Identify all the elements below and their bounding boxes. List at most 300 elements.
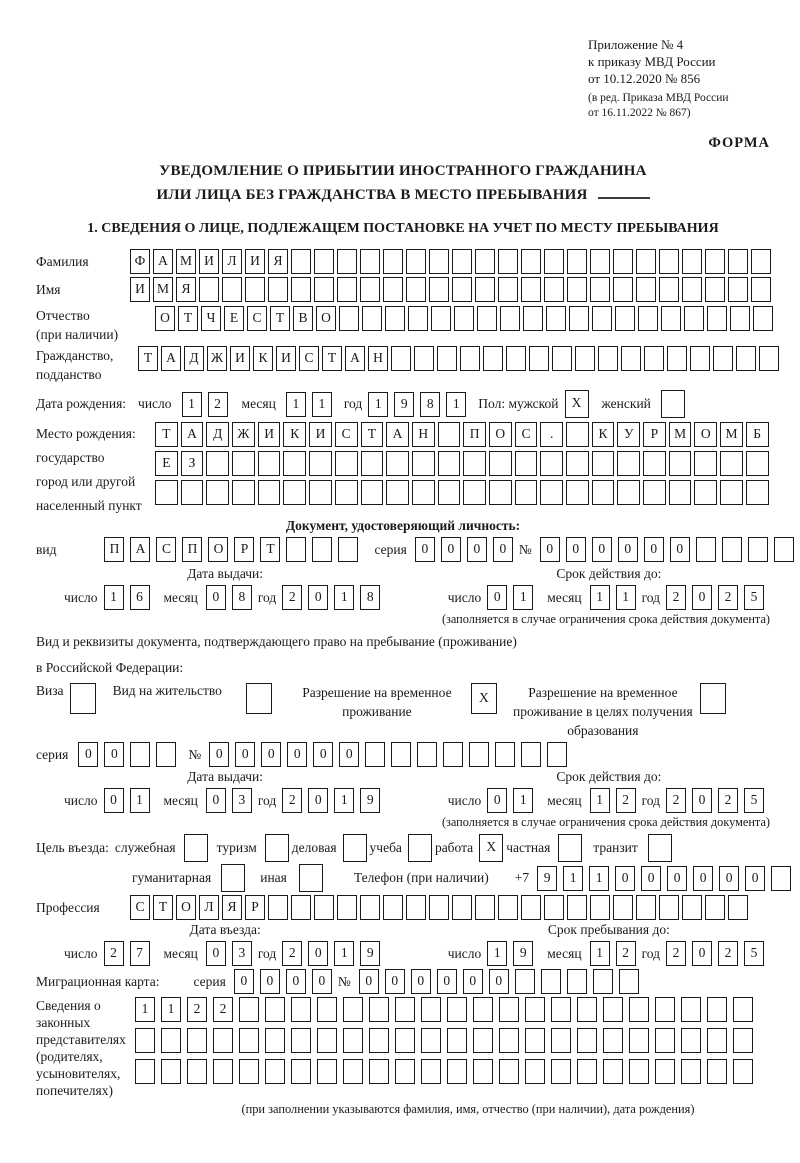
form-cell[interactable]	[265, 1028, 285, 1053]
form-cell[interactable]	[648, 834, 672, 862]
form-cell[interactable]	[429, 277, 449, 302]
form-cell[interactable]: А	[345, 346, 365, 371]
form-cell[interactable]	[314, 895, 334, 920]
surname-cells[interactable]	[130, 249, 774, 274]
form-cell[interactable]: 0	[209, 742, 229, 767]
form-cell[interactable]	[383, 277, 403, 302]
form-cell[interactable]	[506, 346, 526, 371]
doc-valid-year-cells[interactable]	[666, 585, 770, 610]
form-cell[interactable]	[592, 480, 615, 505]
form-cell[interactable]	[483, 346, 503, 371]
form-cell[interactable]	[369, 997, 389, 1022]
form-cell[interactable]	[258, 480, 281, 505]
form-cell[interactable]: Т	[270, 306, 290, 331]
form-cell[interactable]: 9	[394, 392, 414, 417]
form-cell[interactable]	[477, 306, 497, 331]
form-cell[interactable]	[598, 346, 618, 371]
form-cell[interactable]: И	[130, 277, 150, 302]
form-cell[interactable]: 0	[745, 866, 765, 891]
form-cell[interactable]	[613, 895, 633, 920]
form-cell[interactable]: К	[283, 422, 306, 447]
form-cell[interactable]	[473, 1059, 493, 1084]
form-cell[interactable]: 0	[644, 537, 664, 562]
form-cell[interactable]: О	[316, 306, 336, 331]
form-cell[interactable]: Е	[224, 306, 244, 331]
form-cell[interactable]	[245, 277, 265, 302]
form-cell[interactable]	[684, 306, 704, 331]
permit-valid-year-cells[interactable]	[666, 788, 770, 813]
form-cell[interactable]	[421, 1059, 441, 1084]
form-cell[interactable]	[696, 537, 716, 562]
form-cell[interactable]	[661, 306, 681, 331]
purpose-official-checkbox[interactable]	[184, 834, 211, 862]
form-cell[interactable]: 0	[312, 969, 332, 994]
form-cell[interactable]	[246, 683, 272, 714]
form-cell[interactable]: Я	[176, 277, 196, 302]
form-cell[interactable]: 0	[487, 585, 507, 610]
form-cell[interactable]: 1	[589, 866, 609, 891]
form-cell[interactable]: 1	[161, 997, 181, 1022]
birthplace-cells-1[interactable]	[155, 422, 772, 447]
form-cell[interactable]: 0	[313, 742, 333, 767]
form-cell[interactable]	[567, 249, 587, 274]
birth-month-cells[interactable]	[286, 392, 338, 417]
form-cell[interactable]	[391, 742, 411, 767]
form-cell[interactable]	[156, 742, 176, 767]
form-cell[interactable]	[343, 834, 367, 862]
form-cell[interactable]: 1	[182, 392, 202, 417]
doc-issue-month-cells[interactable]	[206, 585, 258, 610]
form-cell[interactable]: 9	[513, 941, 533, 966]
purpose-business-checkbox[interactable]	[343, 834, 370, 862]
form-cell[interactable]	[681, 997, 701, 1022]
form-cell[interactable]	[498, 277, 518, 302]
form-cell[interactable]: 0	[261, 742, 281, 767]
form-cell[interactable]: 5	[744, 788, 764, 813]
form-cell[interactable]: 1	[616, 585, 636, 610]
form-cell[interactable]: 0	[308, 585, 328, 610]
form-cell[interactable]	[385, 306, 405, 331]
form-cell[interactable]	[460, 346, 480, 371]
form-cell[interactable]: 1	[334, 585, 354, 610]
form-cell[interactable]	[291, 997, 311, 1022]
form-cell[interactable]	[544, 895, 564, 920]
sex-female-checkbox[interactable]	[661, 390, 688, 418]
purpose-transit-checkbox[interactable]	[648, 834, 675, 862]
form-cell[interactable]: 9	[360, 941, 380, 966]
form-cell[interactable]: 2	[718, 585, 738, 610]
form-cell[interactable]	[438, 480, 461, 505]
form-cell[interactable]: 0	[308, 941, 328, 966]
form-cell[interactable]	[593, 969, 613, 994]
form-cell[interactable]	[566, 480, 589, 505]
form-cell[interactable]	[309, 480, 332, 505]
form-cell[interactable]	[239, 1059, 259, 1084]
form-cell[interactable]: И	[199, 249, 219, 274]
form-cell[interactable]	[181, 480, 204, 505]
form-cell[interactable]: У	[617, 422, 640, 447]
form-cell[interactable]	[638, 306, 658, 331]
form-cell[interactable]	[655, 1059, 675, 1084]
form-cell[interactable]: 2	[616, 788, 636, 813]
form-cell[interactable]	[395, 1028, 415, 1053]
form-cell[interactable]: П	[104, 537, 124, 562]
form-cell[interactable]	[452, 277, 472, 302]
form-cell[interactable]: 2	[666, 788, 686, 813]
form-cell[interactable]: А	[130, 537, 150, 562]
form-cell[interactable]: 0	[489, 969, 509, 994]
form-cell[interactable]	[429, 249, 449, 274]
form-cell[interactable]: Т	[155, 422, 178, 447]
form-cell[interactable]: 0	[615, 866, 635, 891]
form-cell[interactable]	[569, 306, 589, 331]
form-cell[interactable]	[489, 480, 512, 505]
permit-valid-month-cells[interactable]	[590, 788, 642, 813]
doc-type-cells[interactable]	[104, 537, 364, 562]
form-cell[interactable]: М	[669, 422, 692, 447]
form-cell[interactable]	[406, 895, 426, 920]
form-cell[interactable]: 0	[359, 969, 379, 994]
form-cell[interactable]	[643, 480, 666, 505]
form-cell[interactable]	[369, 1059, 389, 1084]
form-cell[interactable]	[567, 895, 587, 920]
form-cell[interactable]	[613, 249, 633, 274]
doc-valid-month-cells[interactable]	[590, 585, 642, 610]
form-cell[interactable]	[681, 1028, 701, 1053]
form-cell[interactable]	[286, 537, 306, 562]
form-cell[interactable]	[130, 742, 150, 767]
form-cell[interactable]	[338, 537, 358, 562]
permit-issue-day-cells[interactable]	[104, 788, 156, 813]
form-cell[interactable]: Т	[361, 422, 384, 447]
name-cells[interactable]	[130, 277, 774, 302]
form-cell[interactable]: 2	[208, 392, 228, 417]
form-cell[interactable]	[636, 895, 656, 920]
form-cell[interactable]	[681, 1059, 701, 1084]
form-cell[interactable]	[391, 346, 411, 371]
form-cell[interactable]	[438, 422, 461, 447]
form-cell[interactable]	[753, 306, 773, 331]
form-cell[interactable]: 2	[666, 941, 686, 966]
temp-residence-edu-checkbox[interactable]	[700, 683, 729, 714]
form-cell[interactable]	[406, 249, 426, 274]
form-cell[interactable]	[515, 480, 538, 505]
form-cell[interactable]	[291, 249, 311, 274]
form-cell[interactable]	[362, 306, 382, 331]
form-cell[interactable]	[199, 277, 219, 302]
form-cell[interactable]: 0	[260, 969, 280, 994]
form-cell[interactable]	[521, 895, 541, 920]
form-cell[interactable]	[369, 1028, 389, 1053]
form-cell[interactable]	[135, 1059, 155, 1084]
form-cell[interactable]	[592, 451, 615, 476]
form-cell[interactable]	[312, 537, 332, 562]
form-cell[interactable]: 0	[286, 969, 306, 994]
residence-permit-checkbox[interactable]	[246, 683, 275, 714]
form-cell[interactable]	[206, 451, 229, 476]
form-cell[interactable]: И	[245, 249, 265, 274]
form-cell[interactable]	[523, 306, 543, 331]
form-cell[interactable]: 3	[232, 941, 252, 966]
form-cell[interactable]	[621, 346, 641, 371]
form-cell[interactable]	[694, 451, 717, 476]
form-cell[interactable]: Р	[234, 537, 254, 562]
form-cell[interactable]: С	[335, 422, 358, 447]
form-cell[interactable]: П	[182, 537, 202, 562]
form-cell[interactable]	[661, 390, 685, 418]
form-cell[interactable]	[265, 1059, 285, 1084]
form-cell[interactable]: 0	[618, 537, 638, 562]
form-cell[interactable]: 1	[334, 941, 354, 966]
form-cell[interactable]	[421, 1028, 441, 1053]
form-cell[interactable]: Р	[245, 895, 265, 920]
form-cell[interactable]	[722, 537, 742, 562]
form-cell[interactable]: Н	[412, 422, 435, 447]
form-cell[interactable]	[751, 277, 771, 302]
form-cell[interactable]	[206, 480, 229, 505]
form-cell[interactable]: 1	[513, 788, 533, 813]
form-cell[interactable]	[590, 895, 610, 920]
form-cell[interactable]	[613, 277, 633, 302]
form-cell[interactable]	[669, 480, 692, 505]
form-cell[interactable]	[339, 306, 359, 331]
form-cell[interactable]	[343, 1059, 363, 1084]
form-cell[interactable]	[429, 895, 449, 920]
form-cell[interactable]: 0	[104, 742, 124, 767]
form-cell[interactable]: 2	[718, 941, 738, 966]
form-cell[interactable]: Д	[206, 422, 229, 447]
form-cell[interactable]: С	[247, 306, 267, 331]
form-cell[interactable]: Т	[260, 537, 280, 562]
form-cell[interactable]: 3	[232, 788, 252, 813]
purpose-tourism-checkbox[interactable]	[265, 834, 292, 862]
form-cell[interactable]: 0	[206, 585, 226, 610]
form-cell[interactable]	[431, 306, 451, 331]
form-cell[interactable]: 5	[744, 585, 764, 610]
form-cell[interactable]: О	[489, 422, 512, 447]
form-cell[interactable]	[498, 249, 518, 274]
form-cell[interactable]	[746, 451, 769, 476]
representatives-cells-2[interactable]	[135, 1028, 759, 1053]
form-cell[interactable]: З	[181, 451, 204, 476]
form-cell[interactable]	[751, 249, 771, 274]
form-cell[interactable]	[558, 834, 582, 862]
form-cell[interactable]: 5	[744, 941, 764, 966]
form-cell[interactable]	[361, 451, 384, 476]
form-cell[interactable]: К	[592, 422, 615, 447]
form-cell[interactable]: 0	[670, 537, 690, 562]
form-cell[interactable]	[309, 451, 332, 476]
form-cell[interactable]	[705, 249, 725, 274]
purpose-other-checkbox[interactable]	[299, 864, 326, 892]
form-cell[interactable]	[335, 451, 358, 476]
form-cell[interactable]: И	[258, 422, 281, 447]
form-cell[interactable]	[213, 1059, 233, 1084]
form-cell[interactable]	[525, 1028, 545, 1053]
form-cell[interactable]: 2	[213, 997, 233, 1022]
form-cell[interactable]	[412, 451, 435, 476]
form-cell[interactable]	[617, 451, 640, 476]
form-cell[interactable]	[615, 306, 635, 331]
form-cell[interactable]: X	[471, 683, 497, 714]
form-cell[interactable]: О	[208, 537, 228, 562]
form-cell[interactable]	[343, 1028, 363, 1053]
form-cell[interactable]	[720, 480, 743, 505]
form-cell[interactable]	[774, 537, 794, 562]
form-cell[interactable]: 0	[206, 788, 226, 813]
entry-year-cells[interactable]	[282, 941, 386, 966]
form-cell[interactable]: М	[153, 277, 173, 302]
form-cell[interactable]	[386, 451, 409, 476]
form-cell[interactable]: 1	[590, 788, 610, 813]
form-cell[interactable]	[748, 537, 768, 562]
form-cell[interactable]: 2	[616, 941, 636, 966]
form-cell[interactable]: 1	[563, 866, 583, 891]
form-cell[interactable]	[707, 306, 727, 331]
form-cell[interactable]: 0	[287, 742, 307, 767]
form-cell[interactable]	[592, 306, 612, 331]
form-cell[interactable]	[317, 1059, 337, 1084]
form-cell[interactable]	[655, 1028, 675, 1053]
form-cell[interactable]: 1	[590, 585, 610, 610]
form-cell[interactable]	[629, 1028, 649, 1053]
form-cell[interactable]	[759, 346, 779, 371]
form-cell[interactable]	[736, 346, 756, 371]
form-cell[interactable]: Ч	[201, 306, 221, 331]
form-cell[interactable]	[161, 1059, 181, 1084]
representatives-cells-3[interactable]	[135, 1059, 759, 1084]
form-cell[interactable]	[232, 480, 255, 505]
stay-month-cells[interactable]	[590, 941, 642, 966]
form-cell[interactable]	[447, 1028, 467, 1053]
form-cell[interactable]	[577, 997, 597, 1022]
form-cell[interactable]: А	[153, 249, 173, 274]
form-cell[interactable]: 6	[130, 585, 150, 610]
form-cell[interactable]	[567, 969, 587, 994]
form-cell[interactable]: Н	[368, 346, 388, 371]
form-cell[interactable]: С	[156, 537, 176, 562]
form-cell[interactable]	[498, 895, 518, 920]
form-cell[interactable]	[500, 306, 520, 331]
form-cell[interactable]: С	[515, 422, 538, 447]
doc-issue-year-cells[interactable]	[282, 585, 386, 610]
form-cell[interactable]	[619, 969, 639, 994]
form-cell[interactable]: 0	[385, 969, 405, 994]
doc-series-cells[interactable]	[415, 537, 519, 562]
form-cell[interactable]	[452, 895, 472, 920]
form-cell[interactable]	[299, 864, 323, 892]
form-cell[interactable]: 0	[308, 788, 328, 813]
form-cell[interactable]: 0	[104, 788, 124, 813]
form-cell[interactable]: М	[720, 422, 743, 447]
form-cell[interactable]	[551, 1059, 571, 1084]
form-cell[interactable]: 0	[467, 537, 487, 562]
form-cell[interactable]	[540, 451, 563, 476]
form-cell[interactable]	[265, 834, 289, 862]
form-cell[interactable]: 0	[540, 537, 560, 562]
form-cell[interactable]: 0	[692, 788, 712, 813]
form-cell[interactable]: О	[176, 895, 196, 920]
purpose-private-checkbox[interactable]	[558, 834, 585, 862]
entry-month-cells[interactable]	[206, 941, 258, 966]
form-cell[interactable]	[629, 1059, 649, 1084]
form-cell[interactable]	[155, 480, 178, 505]
form-cell[interactable]	[521, 249, 541, 274]
doc-issue-day-cells[interactable]	[104, 585, 156, 610]
form-cell[interactable]: Я	[222, 895, 242, 920]
form-cell[interactable]: 2	[104, 941, 124, 966]
form-cell[interactable]: 0	[692, 941, 712, 966]
form-cell[interactable]: 1	[135, 997, 155, 1022]
permit-issue-month-cells[interactable]	[206, 788, 258, 813]
form-cell[interactable]	[771, 866, 791, 891]
form-cell[interactable]: Т	[153, 895, 173, 920]
form-cell[interactable]	[659, 277, 679, 302]
form-cell[interactable]	[291, 895, 311, 920]
form-cell[interactable]: 0	[487, 788, 507, 813]
form-cell[interactable]	[386, 480, 409, 505]
form-cell[interactable]	[525, 997, 545, 1022]
form-cell[interactable]	[705, 277, 725, 302]
form-cell[interactable]	[463, 451, 486, 476]
form-cell[interactable]	[682, 249, 702, 274]
form-cell[interactable]: 0	[566, 537, 586, 562]
form-cell[interactable]	[469, 742, 489, 767]
form-cell[interactable]	[713, 346, 733, 371]
form-cell[interactable]	[590, 249, 610, 274]
form-cell[interactable]: Л	[199, 895, 219, 920]
form-cell[interactable]: 1	[446, 392, 466, 417]
form-cell[interactable]	[603, 1028, 623, 1053]
form-cell[interactable]	[643, 451, 666, 476]
profession-cells[interactable]	[130, 895, 751, 920]
patronymic-cells[interactable]	[155, 306, 776, 331]
form-cell[interactable]	[317, 1028, 337, 1053]
migcard-number-cells[interactable]	[359, 969, 645, 994]
form-cell[interactable]	[705, 895, 725, 920]
form-cell[interactable]: А	[386, 422, 409, 447]
form-cell[interactable]	[412, 480, 435, 505]
representatives-cells-1[interactable]	[135, 997, 759, 1022]
form-cell[interactable]: 0	[463, 969, 483, 994]
form-cell[interactable]: 2	[282, 788, 302, 813]
form-cell[interactable]: В	[293, 306, 313, 331]
form-cell[interactable]	[636, 249, 656, 274]
form-cell[interactable]: 9	[360, 788, 380, 813]
temp-residence-checkbox[interactable]	[471, 683, 500, 714]
form-cell[interactable]: 0	[692, 585, 712, 610]
form-cell[interactable]	[546, 306, 566, 331]
form-cell[interactable]	[728, 249, 748, 274]
form-cell[interactable]: 0	[339, 742, 359, 767]
purpose-study-checkbox[interactable]	[408, 834, 435, 862]
form-cell[interactable]: 0	[667, 866, 687, 891]
doc-valid-day-cells[interactable]	[487, 585, 539, 610]
form-cell[interactable]: 1	[130, 788, 150, 813]
birth-day-cells[interactable]	[182, 392, 234, 417]
form-cell[interactable]: 0	[78, 742, 98, 767]
form-cell[interactable]: М	[176, 249, 196, 274]
form-cell[interactable]	[365, 742, 385, 767]
form-cell[interactable]	[567, 277, 587, 302]
form-cell[interactable]: 2	[282, 585, 302, 610]
form-cell[interactable]	[291, 277, 311, 302]
form-cell[interactable]: Л	[222, 249, 242, 274]
doc-number-cells[interactable]	[540, 537, 800, 562]
form-cell[interactable]	[408, 834, 432, 862]
permit-issue-year-cells[interactable]	[282, 788, 386, 813]
form-cell[interactable]	[447, 997, 467, 1022]
